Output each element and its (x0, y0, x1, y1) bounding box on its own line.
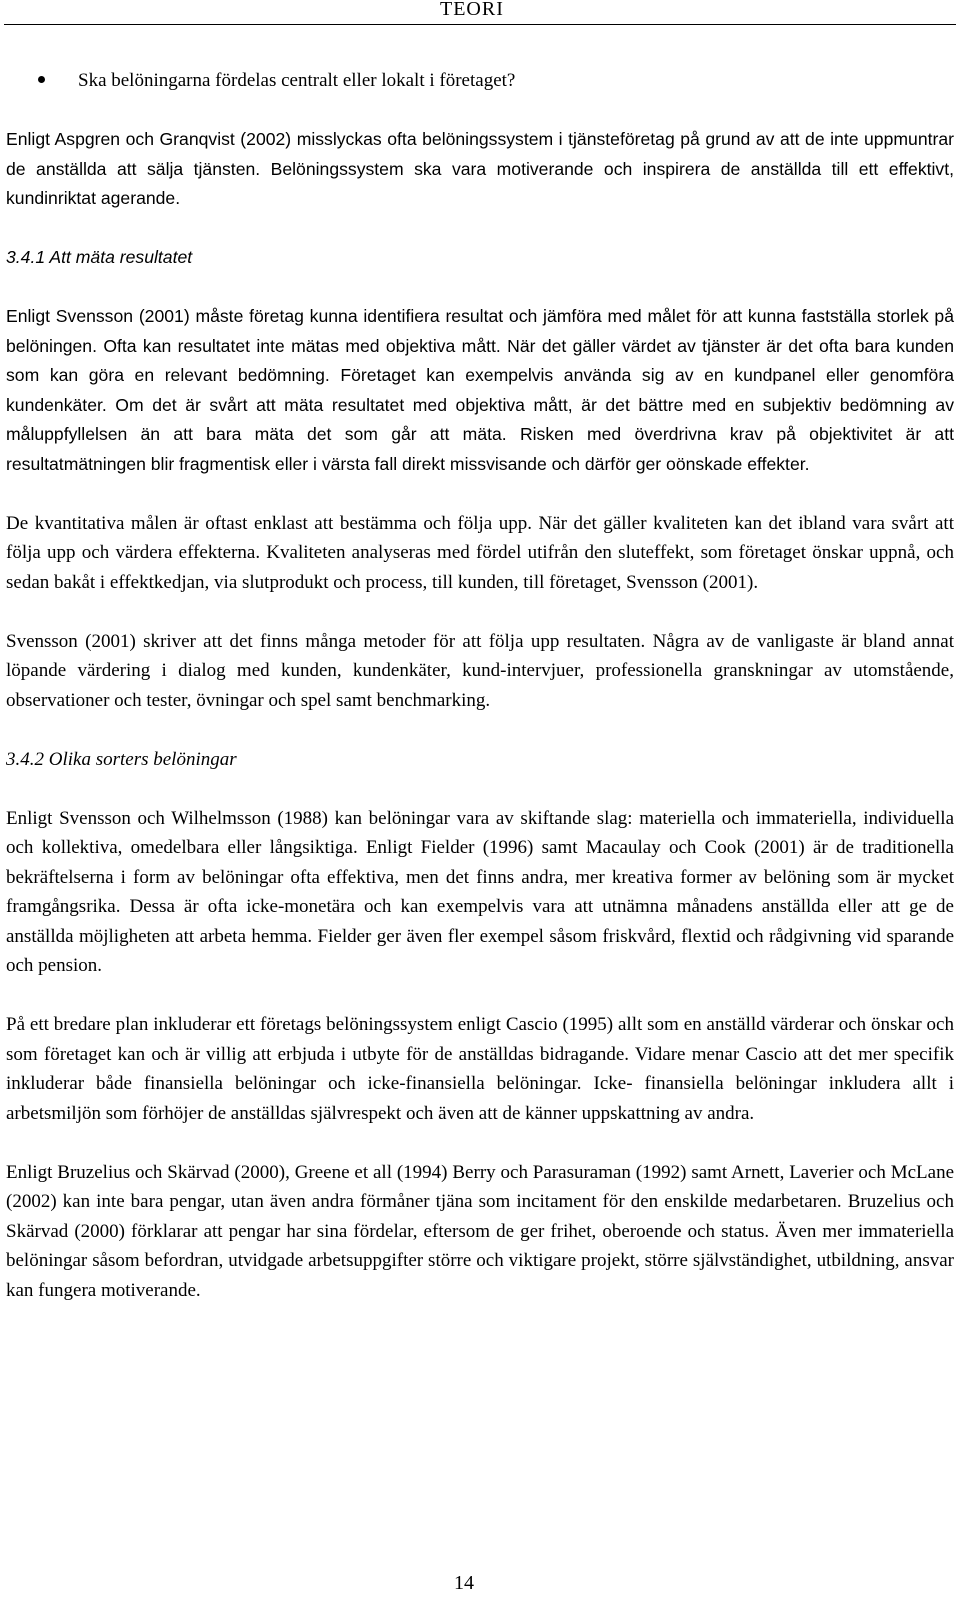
document-body (6, 66, 954, 1335)
section-heading: 3.4.1 Att mäta resultatet (6, 247, 193, 267)
paragraph: Enligt Aspgren och Granqvist (2002) misslyckas ofta belöningssystem i tjänsteföretag på grund av att de inte uppmuntrar de anställda att sälja tjänsten. Belöningssystem ska vara motiverande och inspirera de anställda till ett effektivt, kundinriktat agerande. (6, 129, 954, 208)
paragraph: De kvantitativa målen är oftast enklast att bestämma och följa upp. När det gäller kvaliteten kan det ibland vara svårt att följa upp och värdera effekterna. Kvaliteten analyseras med fördel utifrån den sluteffekt, som företaget önskar uppnå, och sedan bakåt i effektkedjan, via slutprodukt och process, till kunden, till företaget, Svensson (2001). (6, 512, 954, 593)
bullet-dot-icon (6, 66, 78, 96)
paragraph: Enligt Svensson och Wilhelmsson (1988) kan belöningar vara av skiftande slag: materiella och immateriella, individuella och kollektiva, omedelbara eller långsiktiga. Enligt Fielder (1996) samt Macaulay och Cook (2001) är de traditionella bekräftelserna i form av belöningar ofta effektiva, men det finns andra, mer kreativa former av belöning som är mycket framgångsrika. Dessa är ofta icke-monetära och kan exempelvis vara att utnämna månadens anställda eller att ge de anställda möjligheten att arbeta hemma. Fielder ger även fler exempel såsom friskvård, flextid och rådgivning vid sparande och pension. (6, 807, 954, 976)
paragraph: På ett bredare plan inkluderar ett företags belöningssystem enligt Cascio (1995) allt som en anställd värderar och önskar och som företaget kan och är villig att erbjuda i utbyte för de anställdas bidragande. Vidare menar Cascio att det mer specifik inkluderar både finansiella belöningar och icke-finansiella belöningar. Icke- finansiella belöningar inkludera allt i arbetsmiljön som förhöjer de anställdas självrespekt och även att de känner uppskattning av andra. (6, 1014, 954, 1124)
header-rule (4, 24, 956, 25)
paragraph: Enligt Svensson (2001) måste företag kunna identifiera resultat och jämföra med målet för att kunna fastställa storlek på belöningen. Ofta kan resultatet inte mätas med objektiva mått. När det gäller värdet av tjänster är det ofta bara kunden som kan göra en relevant bedömning. Företaget kan exempelvis använda sig av en kundpanel eller genomföra kundenkäter. Om det är svårt att mäta resultatet med objektiva mått, är det bättre med en subjektiv bedömning av måluppfyllelsen än att bara mäta det som går att mäta. Risken med överdrivna krav på objektivitet är att resultatmätningen blir fragmentisk eller i värsta fall direkt missvisande och därför ger oönskade effekter. (6, 306, 954, 474)
bullet-text: Ska belöningarna fördelas centralt eller lokalt i företaget? (78, 70, 516, 91)
paragraph: Enligt Bruzelius och Skärvad (2000), Greene et all (1994) Berry och Parasuraman (1992) samt Arnett, Laverier och McLane (2002) kan inte bara pengar, utan även andra förmåner tjäna som incitament för den enskilde medarbetaren. Bruzelius och Skärvad (2000) förklarar att pengar har sina fördelar, eftersom de ger frihet, oberoende och status. Även mer immateriella belöningar såsom befordran, utvidgade arbetsuppgifter större och viktigare projekt, större självständighet, utbildning, ansvar kan fungera motiverande. (6, 1161, 954, 1301)
paragraph: Svensson (2001) skriver att det finns många metoder för att följa upp resultaten. Några av de vanligaste är bland annat löpande värdering i dialog med kunden, kundenkäter, kund-intervjuer, professionella granskningar av utomstående, observationer och tester, övningar och spel samt benchmarking. (6, 630, 954, 711)
section-heading: 3.4.2 Olika sorters belöningar (6, 748, 237, 770)
bullet-item (6, 66, 954, 96)
header-title: TEORI (440, 0, 504, 20)
page-header (0, 0, 960, 28)
page-number: 14 (454, 1572, 474, 1594)
